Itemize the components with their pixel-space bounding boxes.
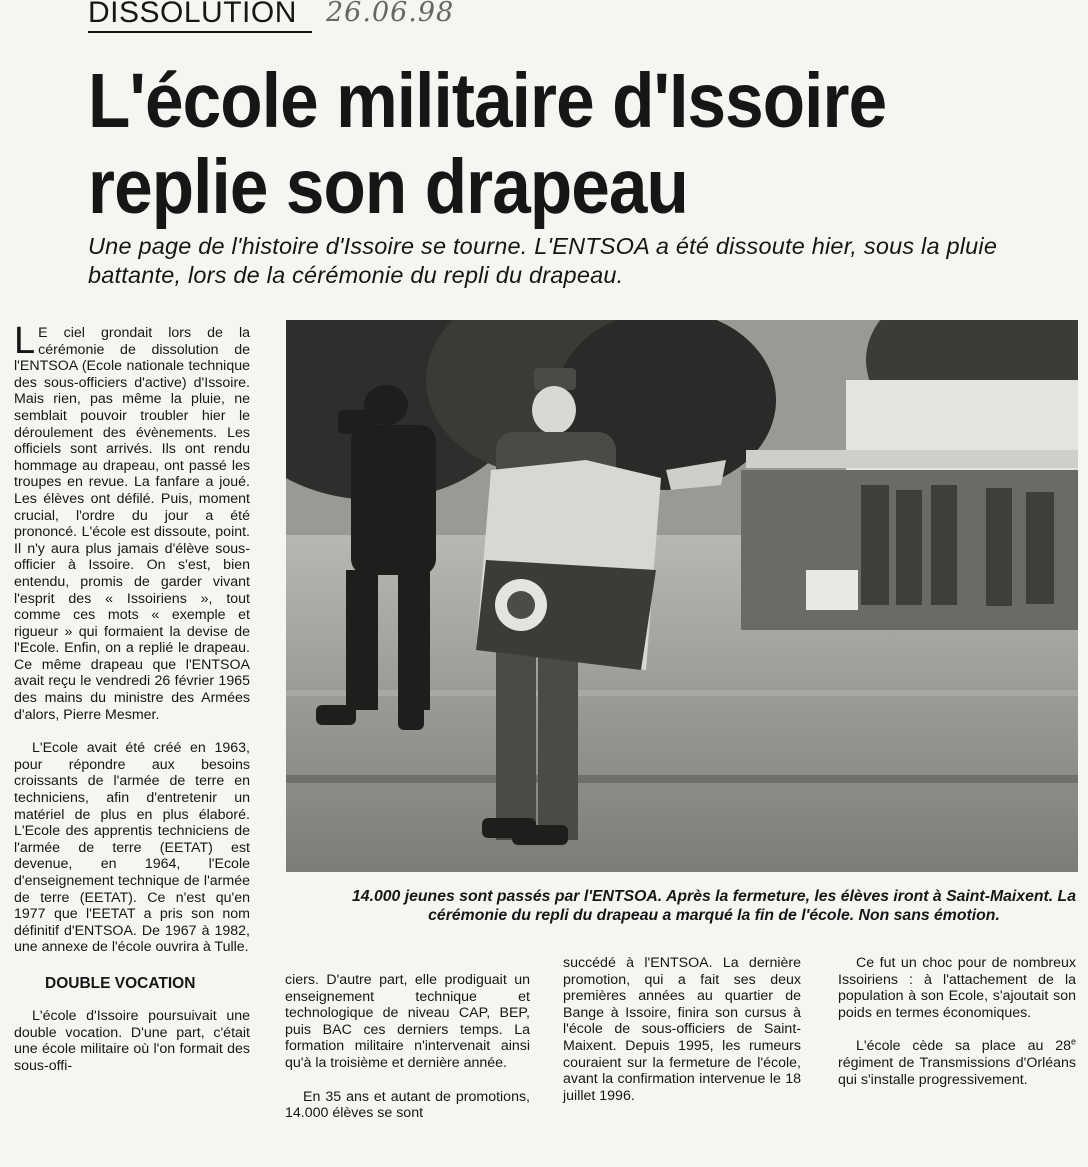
kicker: DISSOLUTION	[88, 0, 297, 29]
article-column-4	[838, 955, 1076, 1088]
paragraph: L'Ecole avait été créé en 1963, pour répondre aux besoins croissants de l'armée de terre en techniciens, afin d'entretenir un matériel de plus en plus élaboré. L'Ecole des apprentis techniciens de l'armée de terre (EETAT) est devenue, en 1964, l'Ecole d'enseignement technique de l'armée de terre (EETAT). Ce n'est qu'en 1977 que l'EETAT a pris son nom définitif d'ENTSOA. De 1967 à 1982, une annexe de l'école ouvrira à Tulle.	[14, 740, 250, 956]
paragraph: L'école d'Issoire poursuivait une double vocation. D'une part, c'était une école militaire où l'on formait des sous-offi-	[14, 1007, 250, 1074]
handwritten-date: 26.06.98	[326, 0, 455, 28]
paragraph-text: L'école cède sa place au 28	[856, 1038, 1071, 1055]
drop-cap: L	[14, 320, 36, 362]
paragraph: succédé à l'ENTSOA. La dernière promotion, qui a fait ses deux premières années au quartier de Bange à Issoire, finira son cursus à l'école de sous-officiers de Saint-Maixent. Depuis 1995, les rumeurs couraient sur la fermeture de l'école, avant la confirmation intervenue le 18 juillet 1996.	[563, 955, 801, 1104]
kicker-underline	[88, 31, 312, 33]
paragraph: Ce fut un choc pour de nombreux Issoiriens : à l'attachement de la population à son Ecole, s'ajoutait son poids en termes économiques.	[838, 955, 1076, 1021]
photo	[286, 320, 1078, 872]
headline: L'école militaire d'Issoire replie son drapeau	[88, 58, 887, 230]
paragraph-gap	[838, 1021, 1076, 1038]
paragraph	[838, 1038, 1076, 1088]
paragraph: En 35 ans et autant de promotions, 14.000 élèves se sont	[285, 1088, 530, 1122]
article-column-1	[14, 320, 250, 1074]
paragraph-text: E ciel grondait lors de la cérémonie de dissolution de l'ENTSOA (Ecole nationale technique des sous-officiers d'active) d'Issoire. Mais rien, pas même la pluie, ne semblait pouvoir troubler hier le déroulement des évènements. Les officiels sont arrivés. Ils ont rendu hommage au drapeau, ont passé les troupes en revue. La fanfare a joué. Les élèves ont défilé. Puis, moment crucial, l'ordre du jour a été prononcé. L'école est dissoute, point. Il n'y aura plus jamais d'élève sous-officier à Issoire. On s'est, bien entendu, promis de garder vivant l'esprit des « Issoiriens », tout comme ces mots « exemple et rigueur » qui formaient la devise de l'Ecole. Enfin, on a replié le drapeau. Ce même drapeau que l'ENTSOA avait reçu le vendredi 26 février 1965 des mains du ministre des Armées d'alors, Pierre Mesmer.	[14, 325, 250, 723]
photo-caption: 14.000 jeunes sont passés par l'ENTSOA. Après la fermeture, les élèves iront à Saint-Maixent. La cérémonie du repli du drapeau a marqué la fin de l'école. Non sans émotion.	[352, 888, 1076, 924]
article-column-3	[563, 955, 801, 1104]
paragraph	[14, 320, 250, 723]
ceremony-photo-image	[286, 320, 1078, 872]
ordinal-superscript: e	[1070, 1036, 1076, 1047]
paragraph-gap	[14, 723, 250, 740]
standfirst: Une page de l'histoire d'Issoire se tourne. L'ENTSOA a été dissoute hier, sous la pluie battante, lors de la cérémonie du repli du drapeau.	[88, 233, 998, 288]
paragraph-gap	[285, 1072, 530, 1089]
subheading: DOUBLE VOCATION	[45, 974, 196, 992]
paragraph-text: régiment de Transmissions d'Orléans qui s'installe progressivement.	[838, 1054, 1076, 1088]
paragraph: ciers. D'autre part, elle prodiguait un enseignement technique et technologique de niveau CAP, BEP, puis BAC ces derniers temps. La formation militaire n'intervenait ainsi qu'à la troisième et dernière année.	[285, 972, 530, 1071]
article-column-2	[285, 972, 530, 1122]
